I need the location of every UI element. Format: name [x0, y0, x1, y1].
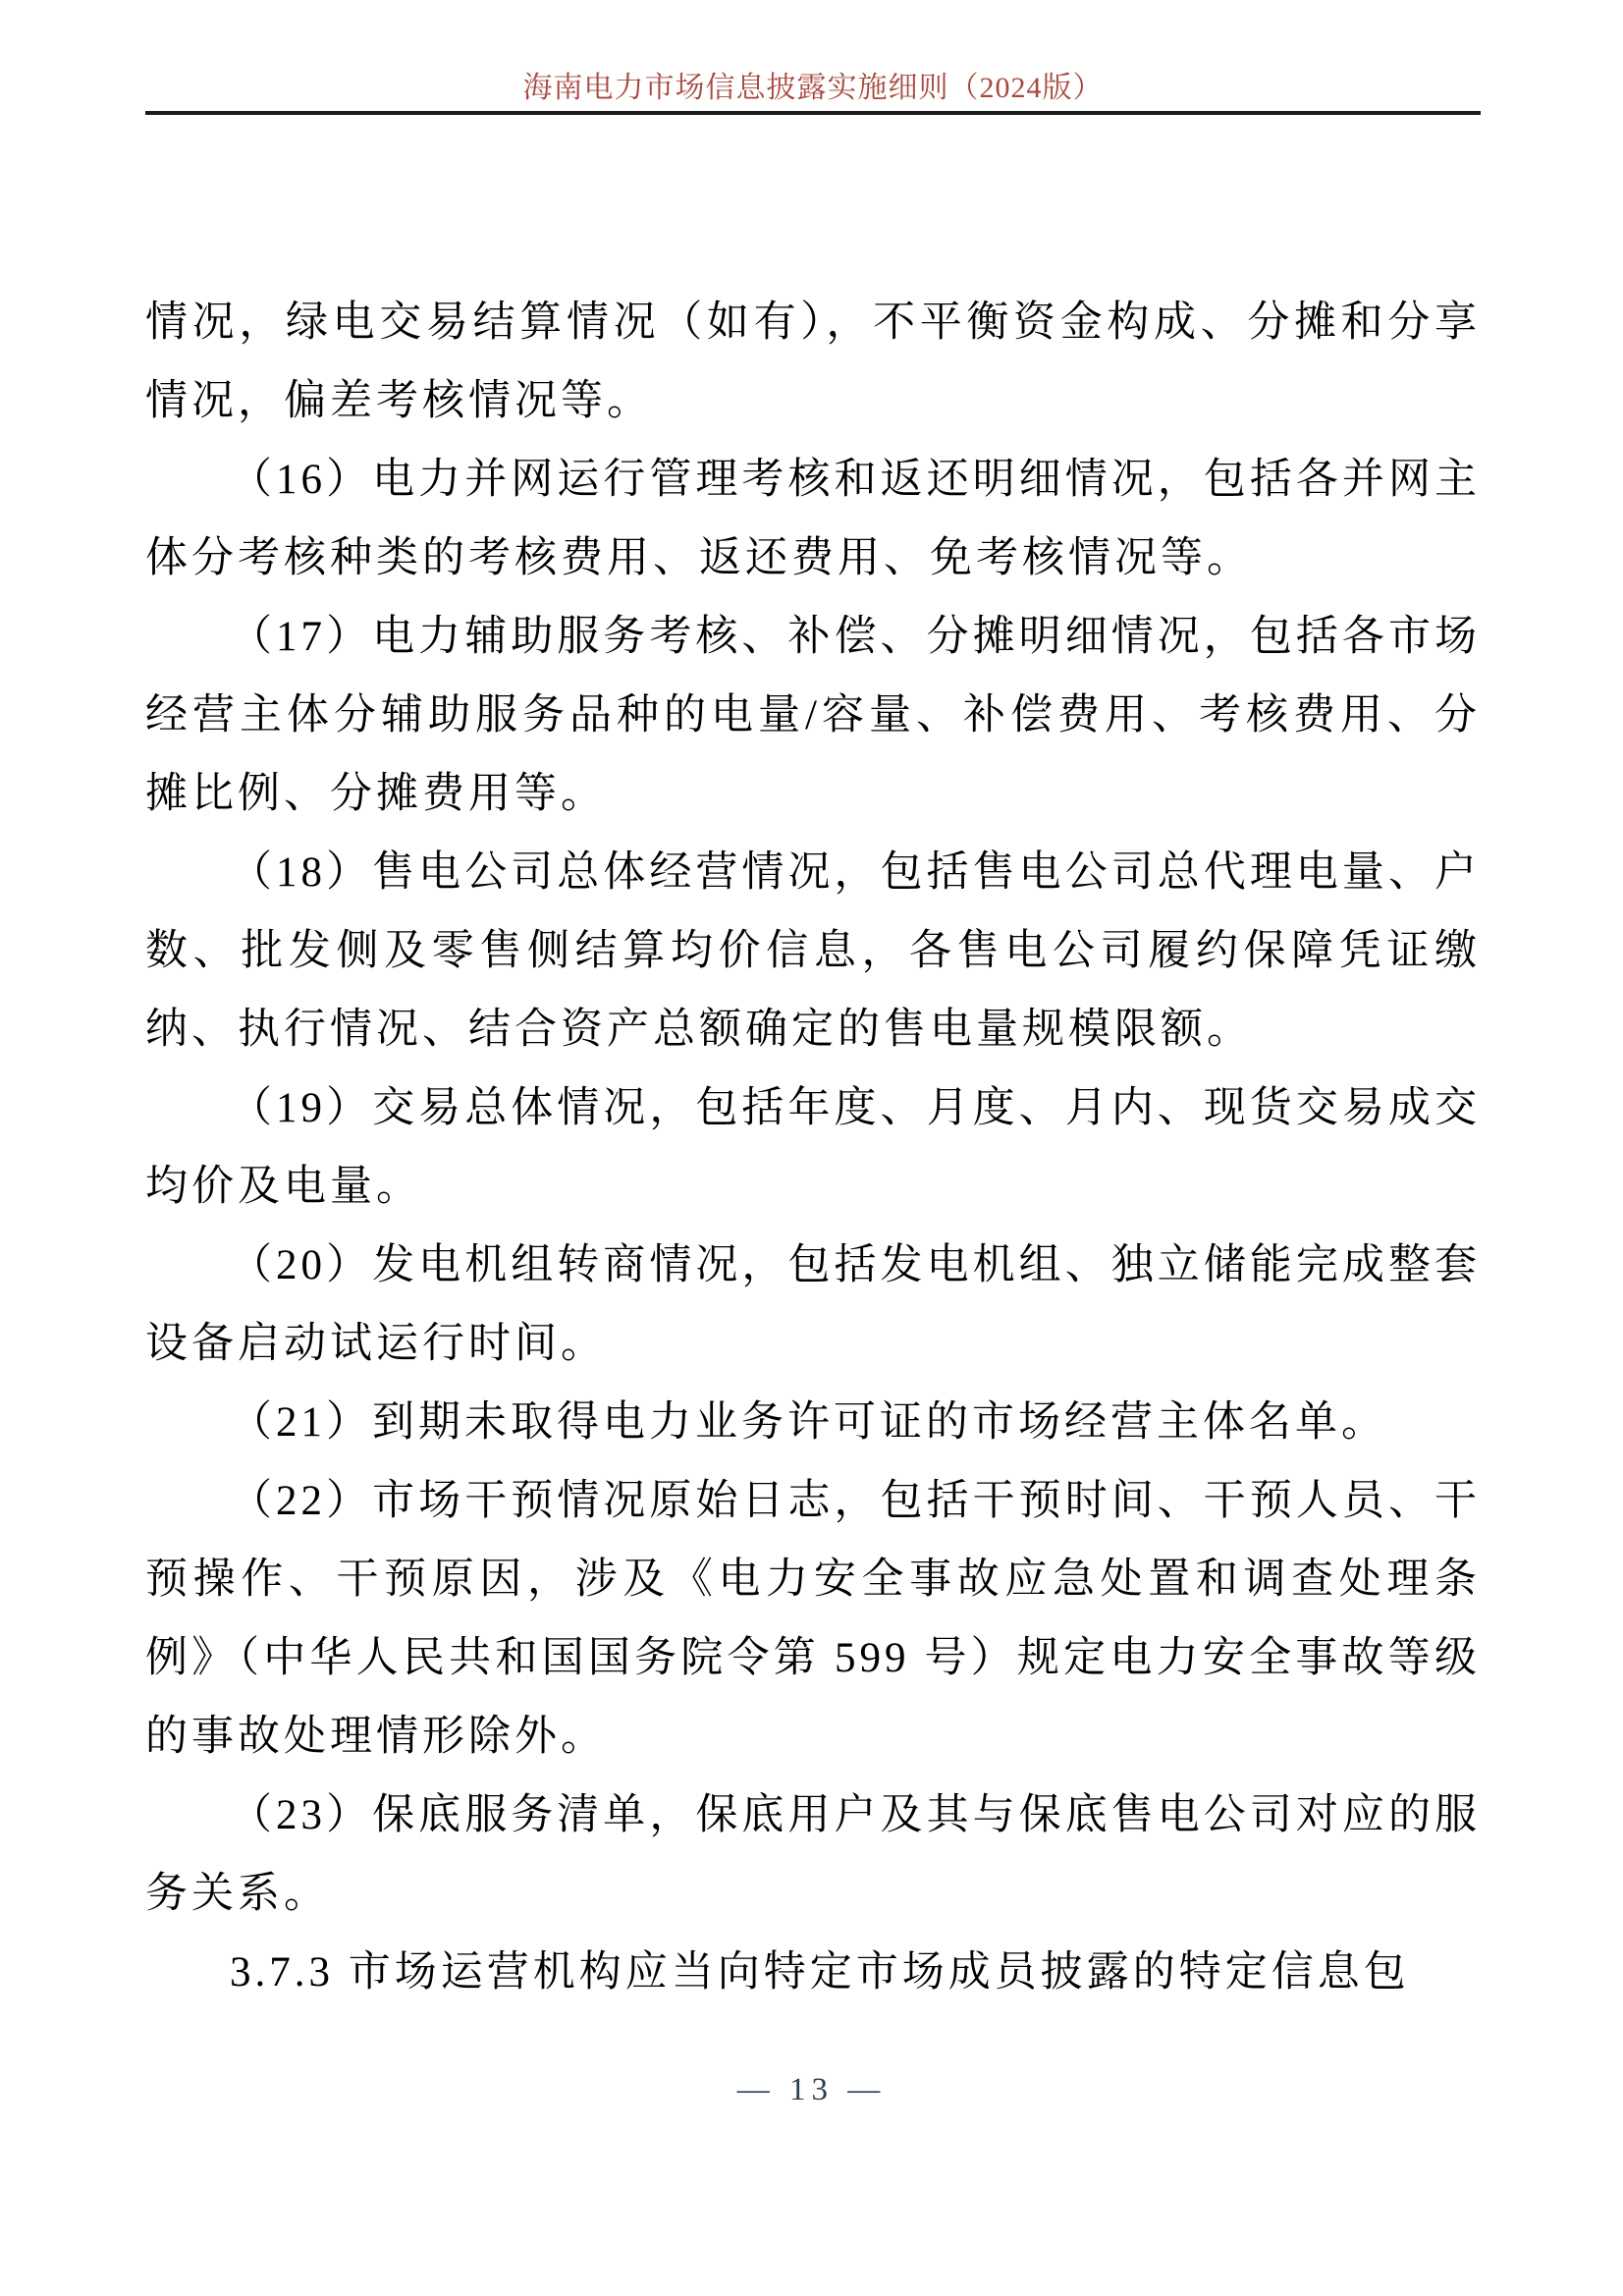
- paragraph: （17）电力辅助服务考核、补偿、分摊明细情况，包括各市场经营主体分辅助服务品种的电量/容量、补偿费用、考核费用、分摊比例、分摊费用等。: [145, 614, 1481, 817]
- paragraph: （18）售电公司总体经营情况，包括售电公司总代理电量、户数、批发侧及零售侧结算均价信息，各售电公司履约保障凭证缴纳、执行情况、结合资产总额确定的售电量规模限额。: [145, 849, 1481, 1053]
- paragraph: （19）交易总体情况，包括年度、月度、月内、现货交易成交均价及电量。: [145, 1085, 1481, 1210]
- paragraph: 3.7.3 市场运营机构应当向特定市场成员披露的特定信息包: [230, 1949, 1410, 1995]
- page-number: — 13 —: [736, 2072, 887, 2107]
- document-body: [145, 284, 1481, 2012]
- paragraph: （20）发电机组转商情况，包括发电机组、独立储能完成整套设备启动试运行时间。: [145, 1242, 1481, 1367]
- paragraph: （21）到期未取得电力业务许可证的市场经营主体名单。: [230, 1399, 1387, 1446]
- paragraph: （16）电力并网运行管理考核和返还明细情况，包括各并网主体分考核种类的考核费用、返还费用、免考核情况等。: [145, 457, 1481, 581]
- header-rule: [145, 111, 1481, 115]
- page-header: [145, 69, 1481, 108]
- page-footer: [0, 2068, 1623, 2111]
- paragraph: （23）保底服务清单，保底用户及其与保底售电公司对应的服务关系。: [145, 1792, 1481, 1917]
- header-title: 海南电力市场信息披露实施细则（2024版）: [522, 72, 1104, 104]
- paragraph: （22）市场干预情况原始日志，包括干预时间、干预人员、干预操作、干预原因，涉及《电力安全事故应急处置和调查处理条例》（中华人民共和国国务院令第 599 号）规定电力安全事故等级的事故处理情形除外。: [145, 1478, 1481, 1760]
- paragraph: 情况，绿电交易结算情况（如有），不平衡资金构成、分摊和分享情况，偏差考核情况等。: [145, 300, 1481, 424]
